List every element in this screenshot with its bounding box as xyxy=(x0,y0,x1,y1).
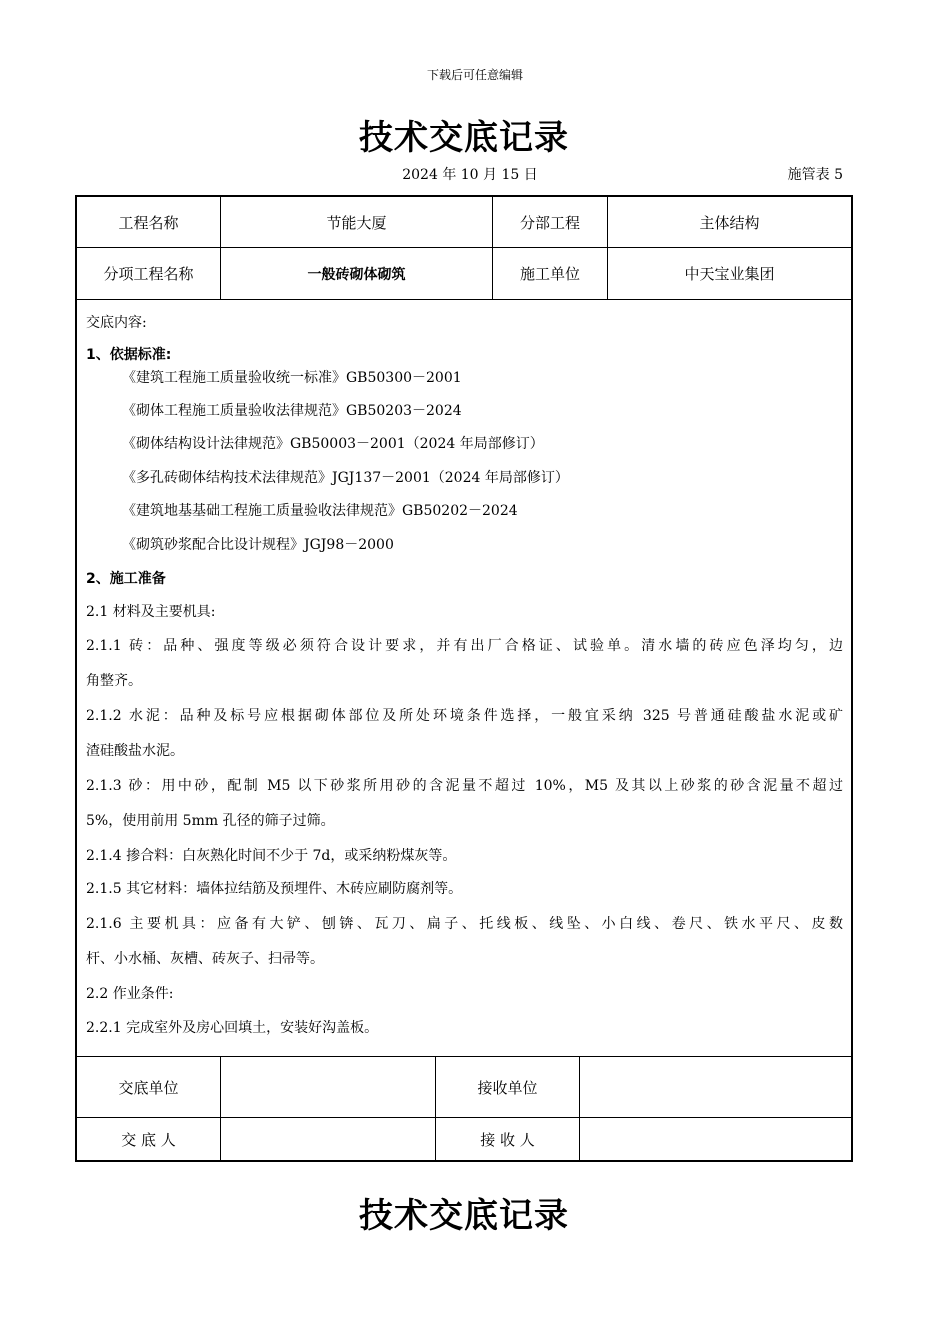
standard-item: 《砌筑砂浆配合比设计规程》JGJ98－2000 xyxy=(122,537,394,553)
issuer-unit-value xyxy=(221,1057,436,1117)
standard-item: 《砌体工程施工质量验收法律规范》GB50203－2024 xyxy=(122,403,462,419)
content-line: 2.2.1 完成室外及房心回填土，安装好沟盖板。 xyxy=(86,1020,379,1036)
content-line: 2.1.4 掺合料：白灰熟化时间不少于 7d，或采纳粉煤灰等。 xyxy=(86,848,457,864)
form-number: 施管表 5 xyxy=(787,167,843,183)
receiver-unit-value xyxy=(580,1057,851,1117)
record-table xyxy=(75,195,853,1162)
label-construction-unit: 施工单位 xyxy=(493,248,608,299)
content-label: 交底内容: xyxy=(86,315,147,331)
disclosure-content xyxy=(77,300,851,1057)
content-line: 2.1.3 砂：用中砂，配制 M5 以下砂浆所用砂的含泥量不超过 10%，M5 及其以上砂浆的砂含泥量不超过 xyxy=(86,778,843,794)
section-standards-title: 1、依据标准: xyxy=(86,347,172,363)
record-date: 2024 年 10 月 15 日 xyxy=(402,167,538,183)
label-subitem-name: 分项工程名称 xyxy=(77,248,221,299)
division-value: 主体结构 xyxy=(699,213,760,232)
project-name: 节能大厦 xyxy=(221,197,493,247)
label-division: 分部工程 xyxy=(493,197,608,247)
content-line: 角整齐。 xyxy=(86,673,142,689)
label-receiver: 接 收 人 xyxy=(436,1118,580,1160)
content-line: 5%，使用前用 5mm 孔径的筛子过筛。 xyxy=(86,813,335,829)
content-line: 2.1.5 其它材料：墙体拉结筋及预埋件、木砖应刷防腐剂等。 xyxy=(86,881,463,897)
section-preparation-title: 2、施工准备 xyxy=(86,571,166,587)
content-line: 杆、小水桶、灰槽、砖灰子、扫帚等。 xyxy=(86,951,324,967)
content-line: 2.1 材料及主要机具: xyxy=(86,604,216,620)
table-row-project xyxy=(77,197,851,248)
table-row-subitem xyxy=(77,248,851,300)
standard-item: 《建筑地基基础工程施工质量验收法律规范》GB50202－2024 xyxy=(122,503,518,519)
content-line: 2.1.6 主要机具：应备有大铲、刨锛、瓦刀、扁子、托线板、线坠、小白线、卷尺、铁水平尺、皮数 xyxy=(86,916,843,932)
label-project-name: 工程名称 xyxy=(77,197,221,247)
label-receiver-unit: 接收单位 xyxy=(436,1057,580,1117)
content-line: 2.2 作业条件: xyxy=(86,986,174,1002)
standard-item: 《砌体结构设计法律规范》GB50003－2001（2024 年局部修订） xyxy=(122,436,544,452)
construction-unit: 中天宝业集团 xyxy=(684,265,775,283)
page-title: 技术交底记录 xyxy=(359,118,569,158)
receiver-value xyxy=(580,1118,851,1160)
download-note: 下载后可任意编辑 xyxy=(426,68,523,82)
label-issuer: 交 底 人 xyxy=(77,1118,221,1160)
issuer-value xyxy=(221,1118,436,1160)
standard-item: 《多孔砖砌体结构技术法律规范》JGJ137－2001（2024 年局部修订） xyxy=(122,470,569,486)
content-line: 2.1.2 水泥：品种及标号应根据砌体部位及所处环境条件选择，一般宜采纳 325 号普通硅酸盐水泥或矿 xyxy=(86,708,843,724)
table-row-persons xyxy=(77,1118,851,1160)
next-page-title: 技术交底记录 xyxy=(359,1196,569,1236)
subitem-name: 一般砖砌体砌筑 xyxy=(221,248,493,299)
content-line: 渣硅酸盐水泥。 xyxy=(86,743,184,759)
table-row-units xyxy=(77,1057,851,1118)
standard-item: 《建筑工程施工质量验收统一标准》GB50300－2001 xyxy=(122,370,462,386)
label-issuer-unit: 交底单位 xyxy=(77,1057,221,1117)
content-line: 2.1.1 砖：品种、强度等级必须符合设计要求，并有出厂合格证、试验单。清水墙的砖应色泽均匀，边 xyxy=(86,638,843,654)
